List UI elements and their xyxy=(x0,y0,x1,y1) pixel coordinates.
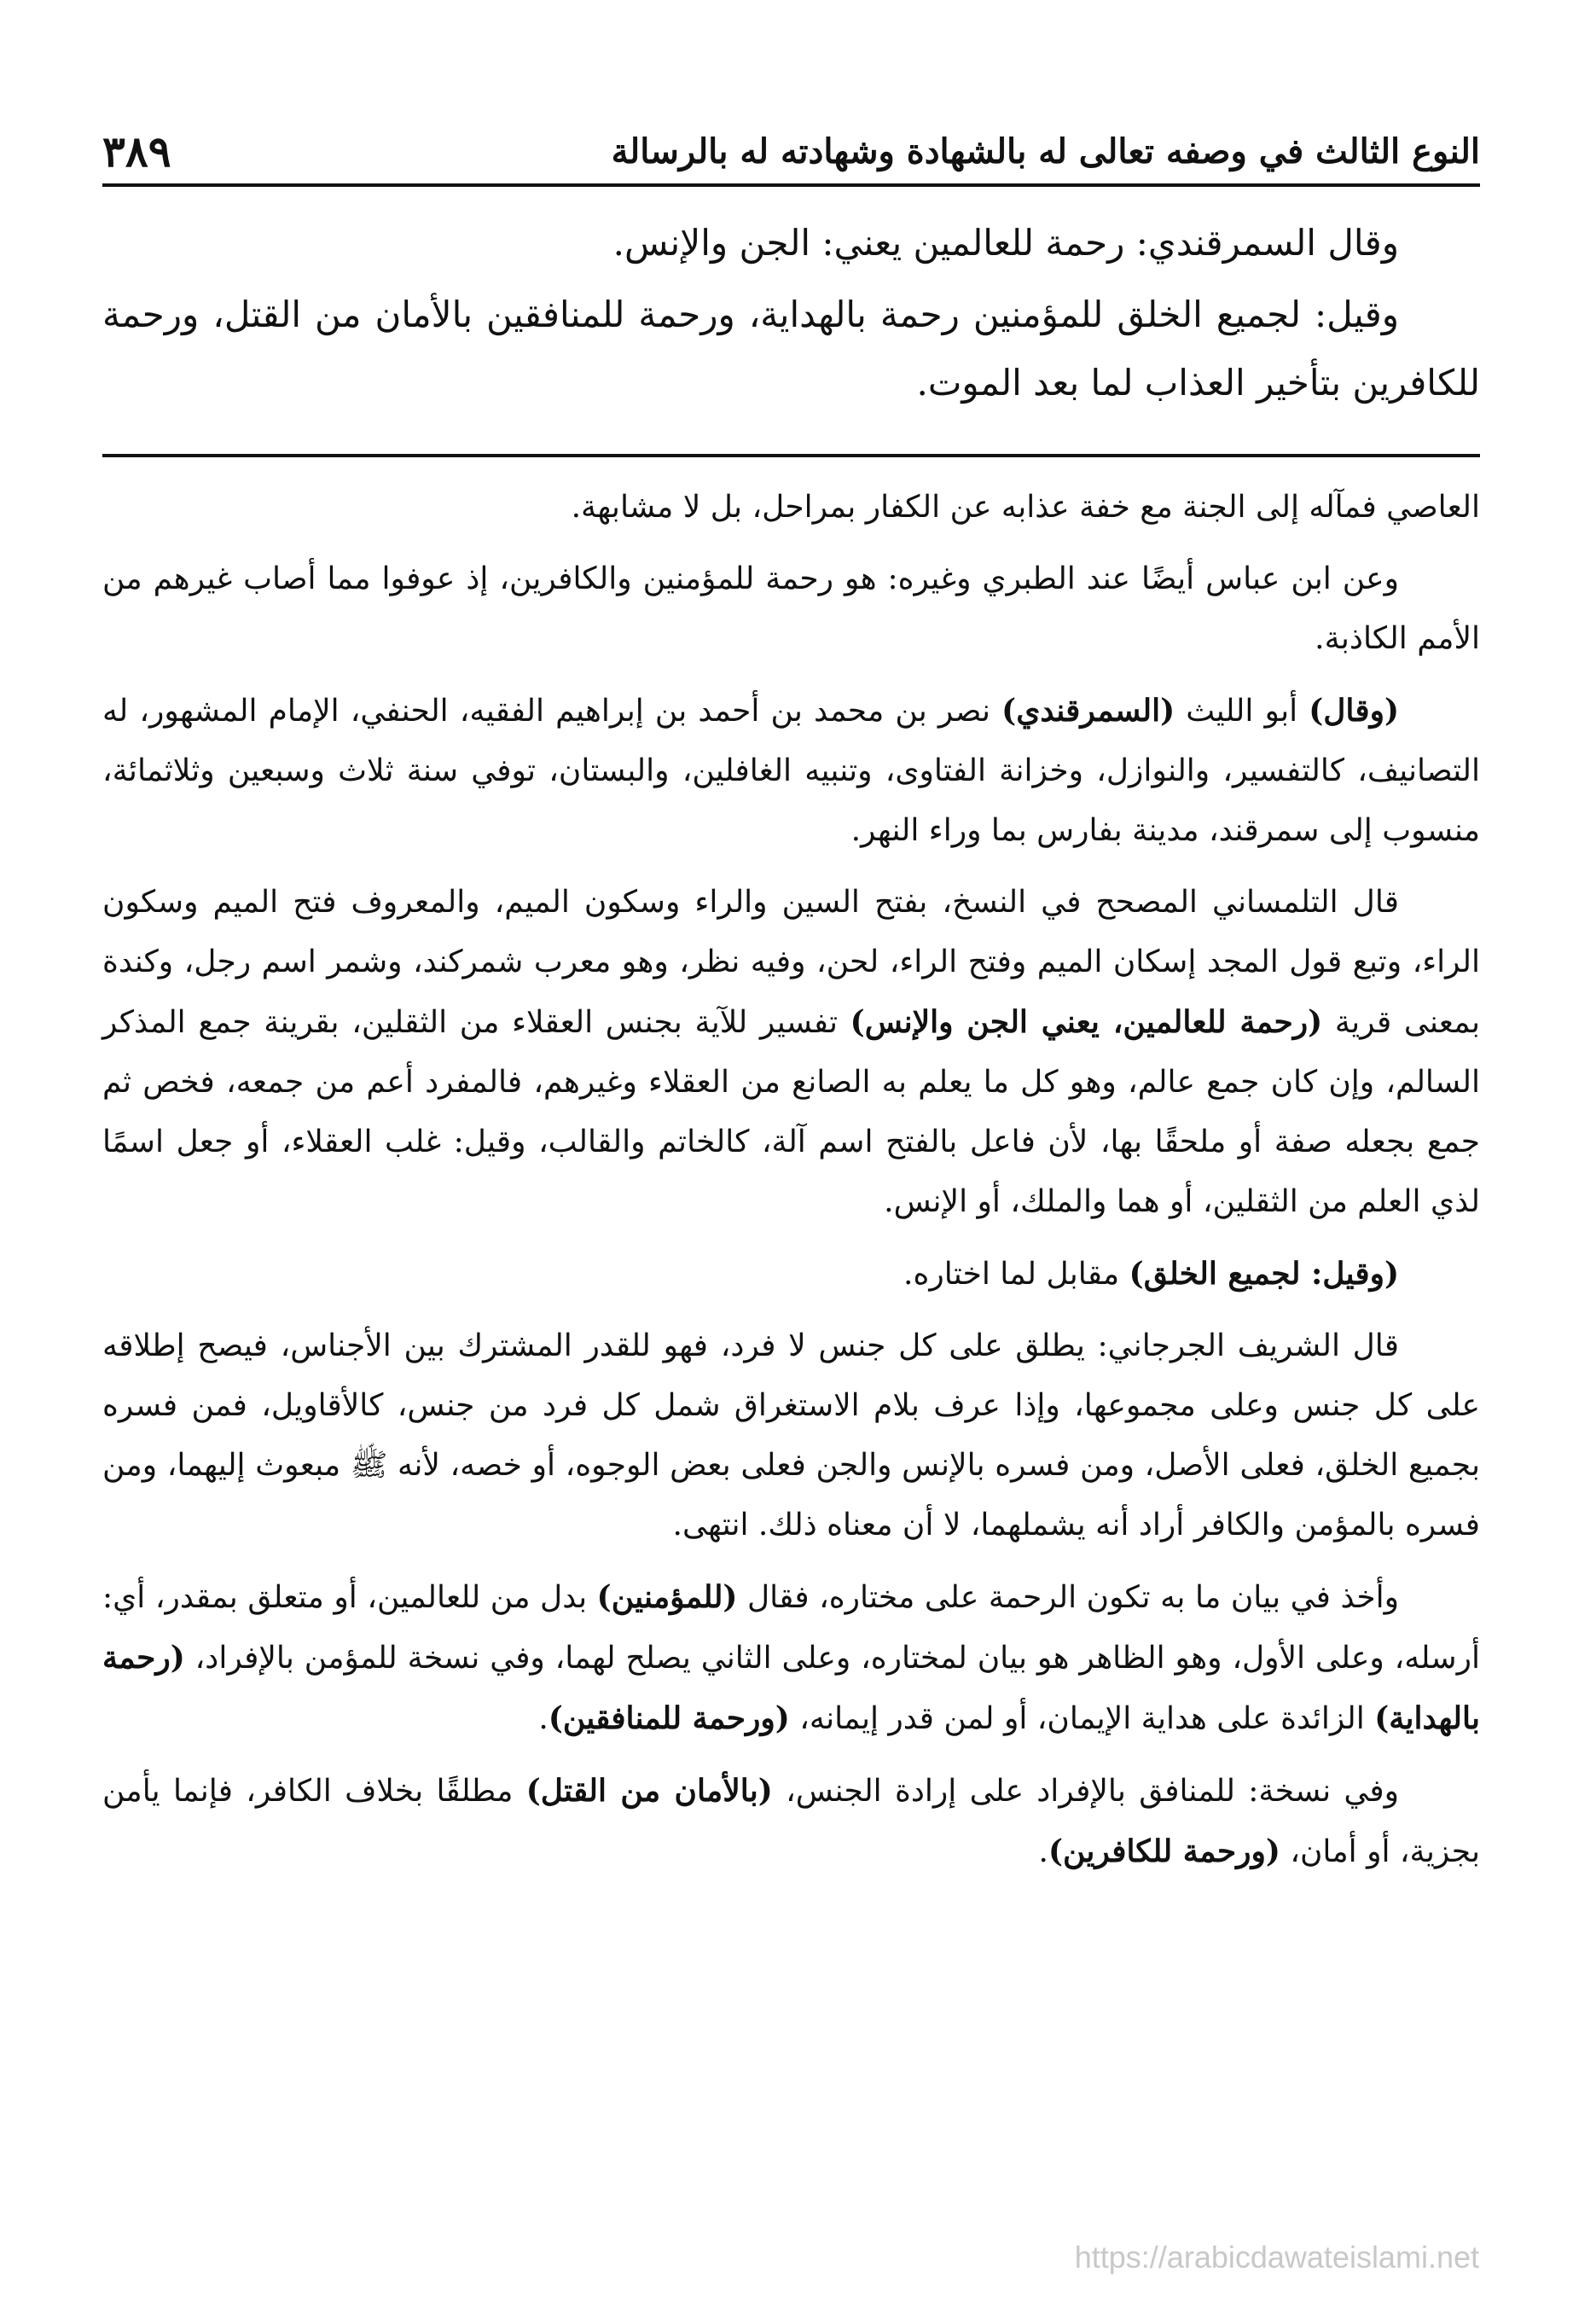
website-watermark: https://arabicdawateislami.net xyxy=(1074,2240,1479,2275)
running-title: النوع الثالث في وصفه تعالى له بالشهادة وشهادته له بالرسالة xyxy=(611,131,1480,171)
commentary xyxy=(102,478,1480,1894)
section-divider xyxy=(102,454,1480,457)
commentary-paragraph xyxy=(102,681,1480,861)
commentary-text: مطلقًا بخلاف الكافر، فإنما يأمن بجزية، أو أمان، xyxy=(102,1774,1480,1869)
commentary-paragraph xyxy=(102,1244,1480,1304)
commentary-text: مقابل لما اختاره. xyxy=(903,1257,1129,1292)
main-text xyxy=(102,209,1480,421)
quoted-phrase: (وقال) xyxy=(1309,693,1399,729)
commentary-text: أبو الليث xyxy=(1175,694,1309,729)
header-rule xyxy=(102,183,1480,187)
quoted-phrase: (للمؤمنين) xyxy=(596,1579,738,1615)
commentary-text: قال التلمساني المصحح في النسخ، بفتح السين والراء وسكون الميم، والمعروف فتح الميم وسكون الراء، وتبع قول المجد إسكان الميم وفتح الراء، لحن، وفيه نظر، وهو معرب شمركند، وشمر اسم رجل، وكندة بمعنى قرية xyxy=(102,885,1480,1040)
commentary-text: نصر بن محمد بن أحمد بن إبراهيم الفقيه، الحنفي، الإمام المشهور، له التصانيف، كالتفسير، والنوازل، وخزانة الفتاوى، وتنبيه الغافلين، والبستان، توفي سنة ثلاث وسبعين وثلاثمائة، منسوب إلى سمرقند، مدينة بفارس بما وراء النهر. xyxy=(102,694,1480,848)
book-page xyxy=(102,0,1480,2324)
quoted-phrase: (رحمة للعالمين، يعني الجن والإنس) xyxy=(850,1004,1323,1040)
commentary-paragraph: وعن ابن عباس أيضًا عند الطبري وغيره: هو رحمة للمؤمنين والكافرين، إذ عوفوا مما أصاب غيرهم من الأمم الكاذبة. xyxy=(102,561,1480,656)
commentary-text: وأخذ في بيان ما به تكون الرحمة على مختاره، فقال xyxy=(737,1580,1399,1615)
page-header xyxy=(102,121,1480,181)
commentary-paragraph: العاصي فمآله إلى الجنة مع خفة عذابه عن الكفار بمراحل، بل لا مشابهة. xyxy=(571,490,1480,525)
quoted-phrase: (وقيل: لجميع الخلق) xyxy=(1129,1256,1399,1292)
main-text-paragraph: وقيل: لجميع الخلق للمؤمنين رحمة بالهداية، ورحمة للمنافقين بالأمان من القتل، ورحمة للكافرين بتأخير العذاب لما بعد الموت. xyxy=(102,293,1480,404)
quoted-phrase: (ورحمة للكافرين) xyxy=(1048,1833,1280,1869)
commentary-text: وفي نسخة: للمنافق بالإفراد على إرادة الجنس، xyxy=(772,1774,1399,1809)
commentary-text: تفسير للآية بجنس العقلاء من الثقلين، بقرينة جمع المذكر السالم، وإن كان جمع عالم، وهو كل ما يعلم به الصانع من العقلاء وغيرهم، فالمفرد أعم من جمعه، فخص ثم جمع بجعله صفة أو ملحقًا بها، لأن فاعل بالفتح اسم آلة، كالخاتم والقالب، وقيل: غلب العقلاء، أو جعل اسمًا لذي العلم من الثقلين، أو هما والملك، أو الإنس. xyxy=(102,1005,1480,1219)
quoted-phrase: (ورحمة للمنافقين) xyxy=(548,1700,790,1736)
quoted-phrase: (رحمة بالهداية) xyxy=(102,1640,1480,1736)
commentary-paragraph xyxy=(102,1761,1480,1882)
quoted-phrase: (السمرقندي) xyxy=(1001,693,1175,729)
commentary-text: . xyxy=(1038,1834,1048,1869)
commentary-paragraph xyxy=(102,873,1480,1232)
quoted-phrase: (بالأمان من القتل) xyxy=(525,1773,773,1809)
commentary-text: بدل من للعالمين، أو متعلق بمقدر، أي: أرسله، وعلى الأول، وهو الظاهر هو بيان لمختاره، وعلى الثاني يصلح لهما، وفي نسخة للمؤمن بالإفراد، xyxy=(102,1580,1480,1676)
page-number: ٣٨٩ xyxy=(102,125,171,177)
main-text-paragraph: وقال السمرقندي: رحمة للعالمين يعني: الجن والإنس. xyxy=(612,222,1399,264)
commentary-text: . xyxy=(538,1701,549,1736)
commentary-paragraph: قال الشريف الجرجاني: يطلق على كل جنس لا فرد، فهو للقدر المشترك بين الأجناس، فيصح إطلاقه على كل جنس وعلى مجموعها، وإذا عرف بلام الاستغراق شمل كل فرد من جنس، كالأقاويل، فمن فسره بجميع الخلق، فعلى الأصل، ومن فسره بالإنس والجن فعلى بعض الوجوه، أو خصه، لأنه ﷺ مبعوث إليهما، ومن فسره بالمؤمن والكافر أراد أنه يشملهما، لا أن معناه ذلك. انتهى. xyxy=(102,1328,1480,1543)
commentary-text: الزائدة على هداية الإيمان، أو لمن قدر إيمانه، xyxy=(789,1701,1375,1736)
commentary-paragraph xyxy=(102,1567,1480,1749)
